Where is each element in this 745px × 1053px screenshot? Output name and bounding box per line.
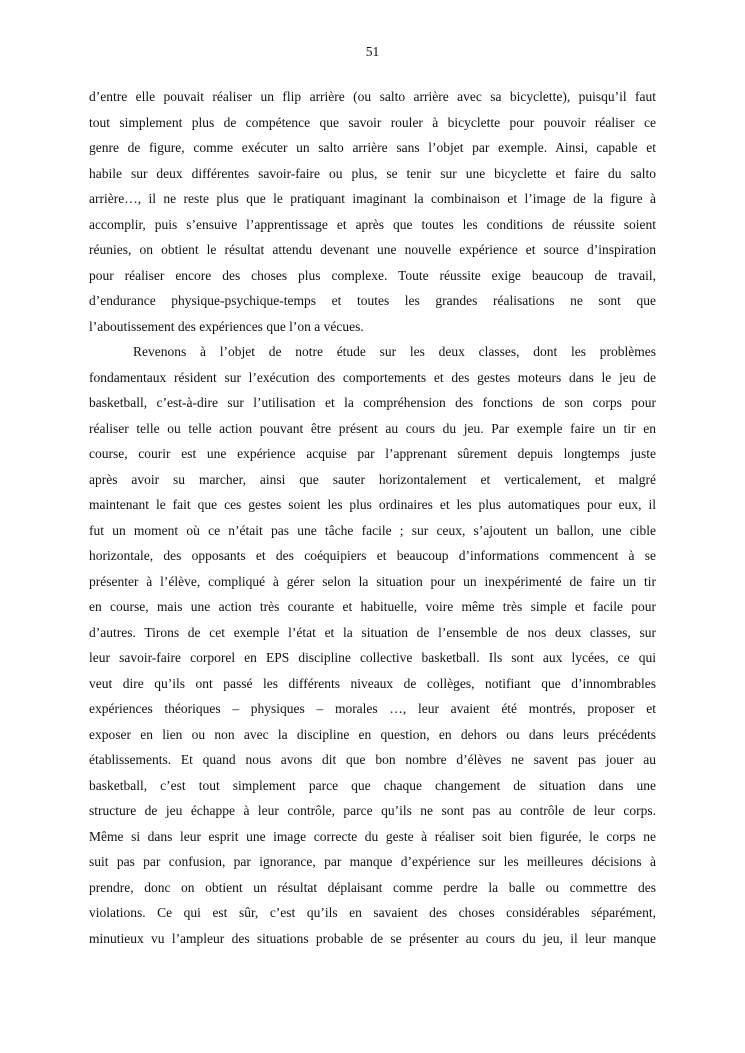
- text-line: Même si dans leur esprit une image correcte du geste à réaliser soit bien figurée, le corps ne: [89, 828, 656, 844]
- text-line: d’entre elle pouvait réaliser un flip arrière (ou salto arrière avec sa bicyclette), puisqu’il faut: [89, 89, 656, 104]
- paragraph-1: [89, 87, 656, 342]
- text-line: prendre, donc on obtient un résultat déplaisant comme perdre la balle ou commettre des: [89, 879, 656, 895]
- text-line: fondamentaux résident sur l’exécution des comportements et des gestes moteurs dans le jeu de: [89, 369, 656, 385]
- text-line: basketball, c’est tout simplement parce que chaque changement de situation dans une: [89, 777, 656, 793]
- text-line: fut un moment où ce n’était pas une tâche facile ; sur ceux, s’ajoutent un ballon, une cible: [89, 522, 656, 538]
- text-line: après avoir su marcher, ainsi que sauter horizontalement et verticalement, et malgré: [89, 471, 656, 487]
- text-line: l’aboutissement des expériences que l’on a vécues.: [89, 318, 364, 334]
- text-line: course, courir est une expérience acquise par l’apprenant sûrement depuis longtemps juste: [89, 446, 656, 461]
- text-line: structure de jeu échappe à leur contrôle, parce qu’ils ne sont pas au contrôle de leur corps.: [89, 803, 656, 818]
- paragraph-2: [89, 342, 656, 954]
- text-line: Revenons à l’objet de notre étude sur les deux classes, dont les problèmes: [133, 344, 656, 359]
- text-line: établissements. Et quand nous avons dit que bon nombre d’élèves ne savent pas jouer au: [89, 752, 656, 767]
- text-line: exposer en lien ou non avec la discipline en question, en dehors ou dans leurs précédents: [89, 726, 656, 742]
- text-line: basketball, c’est-à-dire sur l’utilisation et la compréhension des fonctions de son corps pour: [89, 395, 656, 410]
- text-line: en course, mais une action très courante et habituelle, voire même très simple et facile pour: [89, 599, 656, 614]
- text-line: d’autres. Tirons de cet exemple l’état et la situation de l’ensemble de nos deux classes, sur: [89, 624, 656, 640]
- text-line: pour réaliser encore des choses plus complexe. Toute réussite exige beaucoup de travail,: [89, 267, 656, 283]
- text-line: violations. Ce qui est sûr, c’est qu’ils en savaient des choses considérables séparément,: [89, 905, 656, 920]
- text-line: arrière…, il ne reste plus que le pratiquant imaginant la combinaison et l’image de la figure à: [89, 191, 656, 206]
- text-line: réaliser telle ou telle action pouvant être présent au cours du jeu. Par exemple faire un tir en: [89, 420, 656, 436]
- body-text: [89, 87, 656, 954]
- text-line: veut dire qu’ils ont passé les différents niveaux de collèges, notifiant que d’innombrables: [89, 675, 656, 691]
- text-line: suit pas par confusion, par ignorance, par manque d’expérience sur les meilleures décisions à: [89, 854, 656, 869]
- text-line: expériences théoriques – physiques – morales …, leur avaient été montrés, proposer et: [89, 701, 656, 716]
- text-line: présenter à l’élève, compliqué à gérer selon la situation pour un inexpérimenté de faire un tir: [89, 573, 656, 589]
- text-line: leur savoir-faire corporel en EPS discipline collective basketball. Ils sont aux lycées, ce qui: [89, 650, 656, 665]
- text-line: d’endurance physique-psychique-temps et toutes les grandes réalisations ne sont que: [89, 293, 656, 308]
- text-line: genre de figure, comme exécuter un salto arrière sans l’objet par exemple. Ainsi, capable et: [89, 140, 656, 155]
- text-line: tout simplement plus de compétence que savoir rouler à bicyclette pour pouvoir réaliser ce: [89, 114, 656, 130]
- text-line: habile sur deux différentes savoir-faire ou plus, se tenir sur une bicyclette et faire du salto: [89, 165, 656, 181]
- text-line: minutieux vu l’ampleur des situations probable de se présenter au cours du jeu, il leur manque: [89, 930, 656, 946]
- text-line: maintenant le fait que ces gestes soient les plus ordinaires et les plus automatiques pour eux, il: [89, 497, 656, 512]
- text-line: horizontale, des opposants et des coéquipiers et beaucoup d’informations commencent à se: [89, 548, 656, 563]
- text-line: accomplir, puis s’ensuive l’apprentissage et après que toutes les conditions de réussite soient: [89, 216, 656, 232]
- text-line: réunies, on obtient le résultat attendu devenant une nouvelle expérience et source d’inspiration: [89, 242, 656, 257]
- page-number: 51: [365, 44, 380, 59]
